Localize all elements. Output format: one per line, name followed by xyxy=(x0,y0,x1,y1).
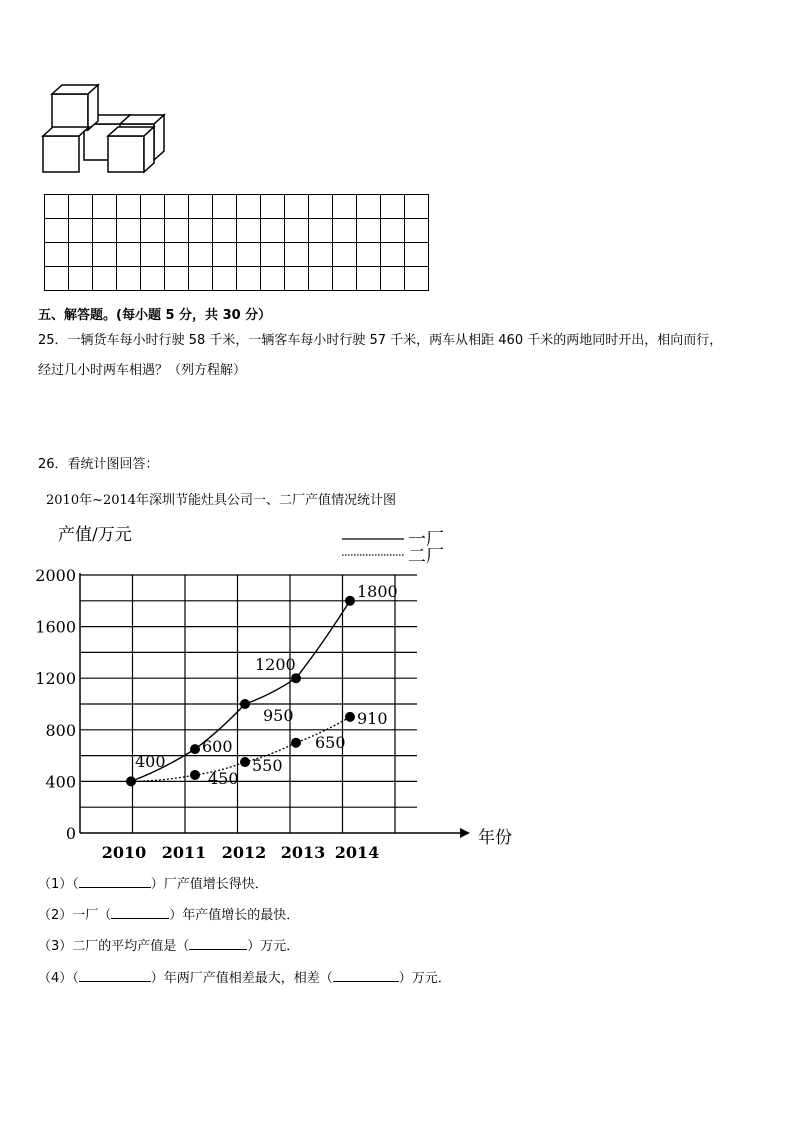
grid-cell[interactable] xyxy=(69,219,93,243)
grid-cell[interactable] xyxy=(189,243,213,267)
data-point-factory-2 xyxy=(291,738,301,748)
q3-answer-blank[interactable] xyxy=(189,937,247,950)
x-tick-label: 2012 xyxy=(221,843,267,862)
grid-cell[interactable] xyxy=(357,219,381,243)
x-tick-label: 2013 xyxy=(280,843,326,862)
grid-cell[interactable] xyxy=(165,267,189,291)
grid-cell[interactable] xyxy=(93,267,117,291)
data-point-factory-2 xyxy=(240,757,250,767)
grid-cell[interactable] xyxy=(237,243,261,267)
q4-prefix: （4）（ xyxy=(38,971,79,986)
grid-cell[interactable] xyxy=(69,267,93,291)
grid-cell[interactable] xyxy=(357,195,381,219)
grid-cell[interactable] xyxy=(93,195,117,219)
grid-cell[interactable] xyxy=(45,219,69,243)
x-axis-arrow xyxy=(460,828,470,838)
question-26-intro: 26．看统计图回答： xyxy=(38,457,159,472)
legend-label-factory-2: 二厂 xyxy=(408,546,444,567)
grid-cell[interactable] xyxy=(285,267,309,291)
y-tick-label: 0 xyxy=(65,824,76,843)
grid-cell[interactable] xyxy=(93,243,117,267)
x-tick-label: 2011 xyxy=(161,843,207,862)
grid-cell[interactable] xyxy=(45,195,69,219)
grid-cell[interactable] xyxy=(405,195,429,219)
question-25-line-2: 经过几小时两车相遇？（列方程解） xyxy=(38,363,247,378)
data-point-factory-2 xyxy=(345,712,355,722)
data-label: 400 xyxy=(135,752,166,771)
grid-cell[interactable] xyxy=(189,267,213,291)
grid-cell[interactable] xyxy=(261,219,285,243)
q4-diff-blank[interactable] xyxy=(333,969,399,982)
data-label: 910 xyxy=(357,709,388,728)
grid-cell[interactable] xyxy=(117,243,141,267)
y-tick-label: 2000 xyxy=(35,566,76,585)
data-point-factory-1 xyxy=(291,673,301,683)
grid-cell[interactable] xyxy=(141,267,165,291)
question-26-part-4 xyxy=(38,967,451,986)
q3-prefix: （3）二厂的平均产值是（ xyxy=(38,939,190,954)
grid-cell[interactable] xyxy=(357,267,381,291)
question-26-part-2 xyxy=(38,904,299,923)
grid-cell[interactable] xyxy=(213,195,237,219)
grid-cell[interactable] xyxy=(141,219,165,243)
grid-cell[interactable] xyxy=(93,219,117,243)
grid-cell[interactable] xyxy=(141,243,165,267)
y-tick-label: 1600 xyxy=(35,617,76,637)
q4-year-blank[interactable] xyxy=(79,969,151,982)
grid-row xyxy=(45,195,429,219)
grid-cell[interactable] xyxy=(333,267,357,291)
drawing-grid xyxy=(44,194,429,291)
grid-cell[interactable] xyxy=(69,243,93,267)
grid-cell[interactable] xyxy=(309,219,333,243)
grid-cell[interactable] xyxy=(405,243,429,267)
y-tick-label: 400 xyxy=(45,772,76,792)
data-point-factory-2 xyxy=(190,770,200,780)
grid-cell[interactable] xyxy=(381,195,405,219)
grid-cell[interactable] xyxy=(189,219,213,243)
grid-cell[interactable] xyxy=(45,267,69,291)
grid-cell[interactable] xyxy=(237,195,261,219)
line-chart xyxy=(30,515,530,865)
q3-suffix: ）万元． xyxy=(247,939,300,954)
data-point-factory-1 xyxy=(190,744,200,754)
data-point-factory-1 xyxy=(345,596,355,606)
q4-mid: ）年两厂产值相差最大，相差（ xyxy=(150,971,333,986)
q1-suffix: ）厂产值增长得快． xyxy=(150,877,268,892)
y-axis-label: 产值/万元 xyxy=(58,525,132,545)
data-label: 600 xyxy=(202,737,233,756)
grid-cell[interactable] xyxy=(285,243,309,267)
grid-row xyxy=(45,219,429,243)
data-label: 1200 xyxy=(255,655,296,674)
x-tick-label: 2010 xyxy=(101,843,147,862)
q2-suffix: ）年产值增长的最快． xyxy=(169,908,300,923)
data-label: 1800 xyxy=(357,582,398,601)
section-title: 五、解答题。(每小题 5 分，共 30 分） xyxy=(38,308,272,323)
grid-cell[interactable] xyxy=(213,219,237,243)
grid-cell[interactable] xyxy=(237,219,261,243)
grid-cell[interactable] xyxy=(141,195,165,219)
grid-cell[interactable] xyxy=(405,267,429,291)
grid-cell[interactable] xyxy=(333,219,357,243)
data-label: 550 xyxy=(252,756,283,775)
grid-cell[interactable] xyxy=(117,267,141,291)
q2-prefix: （2）一厂（ xyxy=(38,908,112,923)
data-point-factory-1 xyxy=(240,699,250,709)
y-tick-label: 1200 xyxy=(35,669,76,689)
grid-row xyxy=(45,243,429,267)
question-26-part-3 xyxy=(38,935,299,954)
grid-cell[interactable] xyxy=(405,219,429,243)
grid-cell[interactable] xyxy=(285,195,309,219)
data-point-factory-1 xyxy=(126,776,136,786)
legend-label-factory-1: 一厂 xyxy=(408,529,444,550)
chart-title: 2010年~2014年深圳节能灶具公司一、二厂产值情况统计图 xyxy=(46,493,397,508)
grid-cell[interactable] xyxy=(285,219,309,243)
data-label: 950 xyxy=(263,706,294,725)
grid-cell[interactable] xyxy=(69,195,93,219)
grid-cell[interactable] xyxy=(333,243,357,267)
question-25-line-1: 25．一辆货车每小时行驶 58 千米，一辆客车每小时行驶 57 千米，两车从相距 460 千米的两地同时开出，相向而行， xyxy=(38,333,723,348)
cube-figure xyxy=(38,80,168,176)
grid-cell[interactable] xyxy=(309,243,333,267)
grid-cell[interactable] xyxy=(213,267,237,291)
y-tick-label: 800 xyxy=(45,720,76,740)
grid-cell[interactable] xyxy=(261,243,285,267)
data-label: 650 xyxy=(315,733,346,752)
grid-row xyxy=(45,267,429,291)
grid-cell[interactable] xyxy=(381,219,405,243)
grid-cell[interactable] xyxy=(165,195,189,219)
grid-cell[interactable] xyxy=(117,195,141,219)
grid-cell[interactable] xyxy=(381,267,405,291)
q1-answer-blank[interactable] xyxy=(79,875,151,888)
data-label: 450 xyxy=(208,769,239,788)
grid-cell[interactable] xyxy=(357,243,381,267)
q4-suffix: ）万元． xyxy=(398,971,451,986)
grid-cell[interactable] xyxy=(45,243,69,267)
grid-cell[interactable] xyxy=(333,195,357,219)
grid-cell[interactable] xyxy=(117,219,141,243)
grid-cell[interactable] xyxy=(309,267,333,291)
x-axis-label: 年份 xyxy=(478,828,512,848)
q1-prefix: （1）（ xyxy=(38,877,79,892)
grid-cell[interactable] xyxy=(165,243,189,267)
grid-cell[interactable] xyxy=(213,243,237,267)
q2-answer-blank[interactable] xyxy=(111,906,169,919)
grid-cell[interactable] xyxy=(237,267,261,291)
grid-cell[interactable] xyxy=(309,195,333,219)
grid-cell[interactable] xyxy=(381,243,405,267)
grid-cell[interactable] xyxy=(189,195,213,219)
question-26-part-1 xyxy=(38,873,268,892)
grid-cell[interactable] xyxy=(165,219,189,243)
grid-cell[interactable] xyxy=(261,267,285,291)
x-tick-label: 2014 xyxy=(334,843,380,862)
grid-cell[interactable] xyxy=(261,195,285,219)
